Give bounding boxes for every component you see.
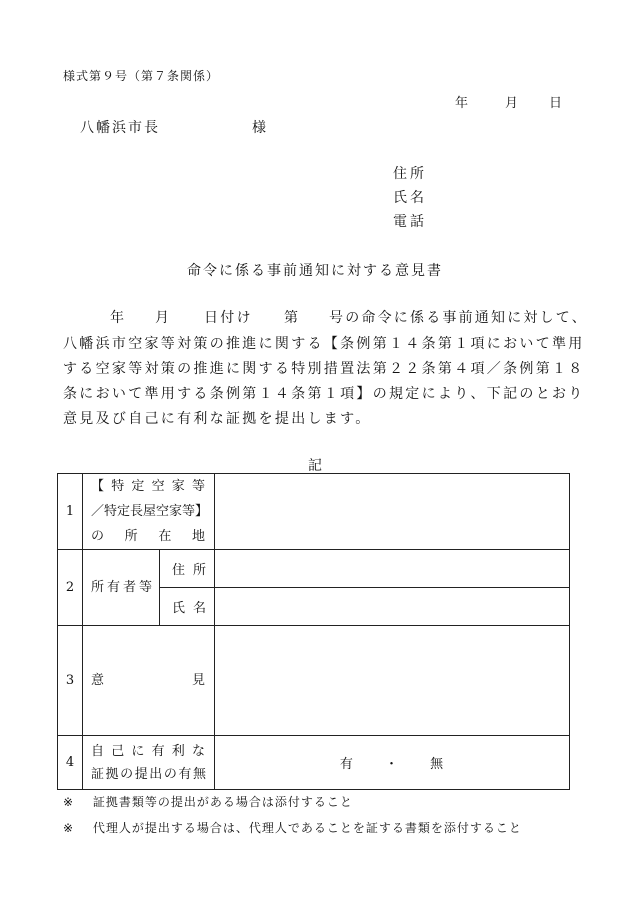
addressee-honorific: 様 — [252, 120, 266, 136]
body-line1-rest: 号の命令に係る事前通知に対して、 — [329, 310, 588, 326]
note-1 — [63, 793, 353, 810]
owner-address-field[interactable] — [215, 550, 570, 588]
document-title: 命令に係る事前通知に対する意見書 — [187, 263, 443, 279]
sender-phone-label: 電話 — [393, 214, 427, 230]
body-year: 年 — [110, 310, 127, 326]
row2-label: 所有者等 — [83, 550, 160, 626]
note-2 — [63, 819, 522, 836]
opinion-field[interactable] — [215, 626, 570, 736]
row4-label-line1: 自己に有利な — [91, 743, 207, 759]
row1-number: 1 — [58, 474, 83, 550]
date-year: 年 — [455, 96, 469, 111]
row4-label-line2: 証拠の提出の有無 — [91, 766, 207, 782]
addressee-name: 八幡浜市長 — [80, 120, 160, 136]
owner-address-label: 住所 — [160, 550, 215, 588]
table-row-evidence — [58, 736, 570, 790]
note-1-mark: ※ — [63, 795, 75, 809]
sender-address-label: 住所 — [393, 166, 427, 182]
owner-name-field[interactable] — [215, 588, 570, 626]
table-row-opinion — [58, 626, 570, 736]
note-2-mark: ※ — [63, 821, 75, 835]
evidence-yes-option[interactable]: 有 — [339, 757, 354, 772]
date-month: 月 — [505, 96, 519, 111]
evidence-no-option[interactable]: 無 — [430, 757, 445, 772]
sender-name-label: 氏名 — [393, 190, 427, 206]
row1-label — [83, 474, 215, 550]
body-dated: 日付け — [204, 310, 253, 326]
row4-label — [83, 736, 215, 790]
row1-label-line1: 【特定空家等 — [91, 479, 207, 494]
owner-name-label: 氏名 — [160, 588, 215, 626]
row4-number: 4 — [58, 736, 83, 790]
note-1-text: 証拠書類等の提出がある場合は添付すること — [92, 795, 353, 809]
body-no-prefix: 第 — [284, 310, 301, 326]
row1-label-line2: ／特定長屋空家等】 — [91, 504, 209, 519]
table-row-location — [58, 474, 570, 550]
body-line2: 八幡浜市空家等対策の推進に関する【条例第１４条第１項において準用 — [63, 336, 585, 352]
row2-number: 2 — [58, 550, 83, 626]
evidence-separator: ・ — [385, 757, 400, 772]
row3-label: 意見 — [83, 626, 215, 736]
body-line4: 条において準用する条例第１４条第１項】の規定により、下記のとおり — [63, 386, 585, 402]
evidence-choice — [215, 736, 570, 790]
table-row-owner-address — [58, 550, 570, 588]
row1-label-line3: の所在地 — [91, 529, 207, 544]
details-table — [57, 473, 570, 790]
date-day: 日 — [549, 96, 563, 111]
location-value-field[interactable] — [215, 474, 570, 550]
row3-number: 3 — [58, 626, 83, 736]
ki-heading: 記 — [308, 458, 322, 474]
body-line3: する空家等対策の推進に関する特別措置法第２２条第４項／条例第１８ — [63, 361, 585, 377]
form-label: 様式第９号（第７条関係） — [63, 69, 220, 83]
body-line5: 意見及び自己に有利な証拠を提出します。 — [63, 411, 372, 427]
body-month: 月 — [155, 310, 172, 326]
note-2-text: 代理人が提出する場合は、代理人であることを証する書類を添付すること — [92, 821, 522, 835]
